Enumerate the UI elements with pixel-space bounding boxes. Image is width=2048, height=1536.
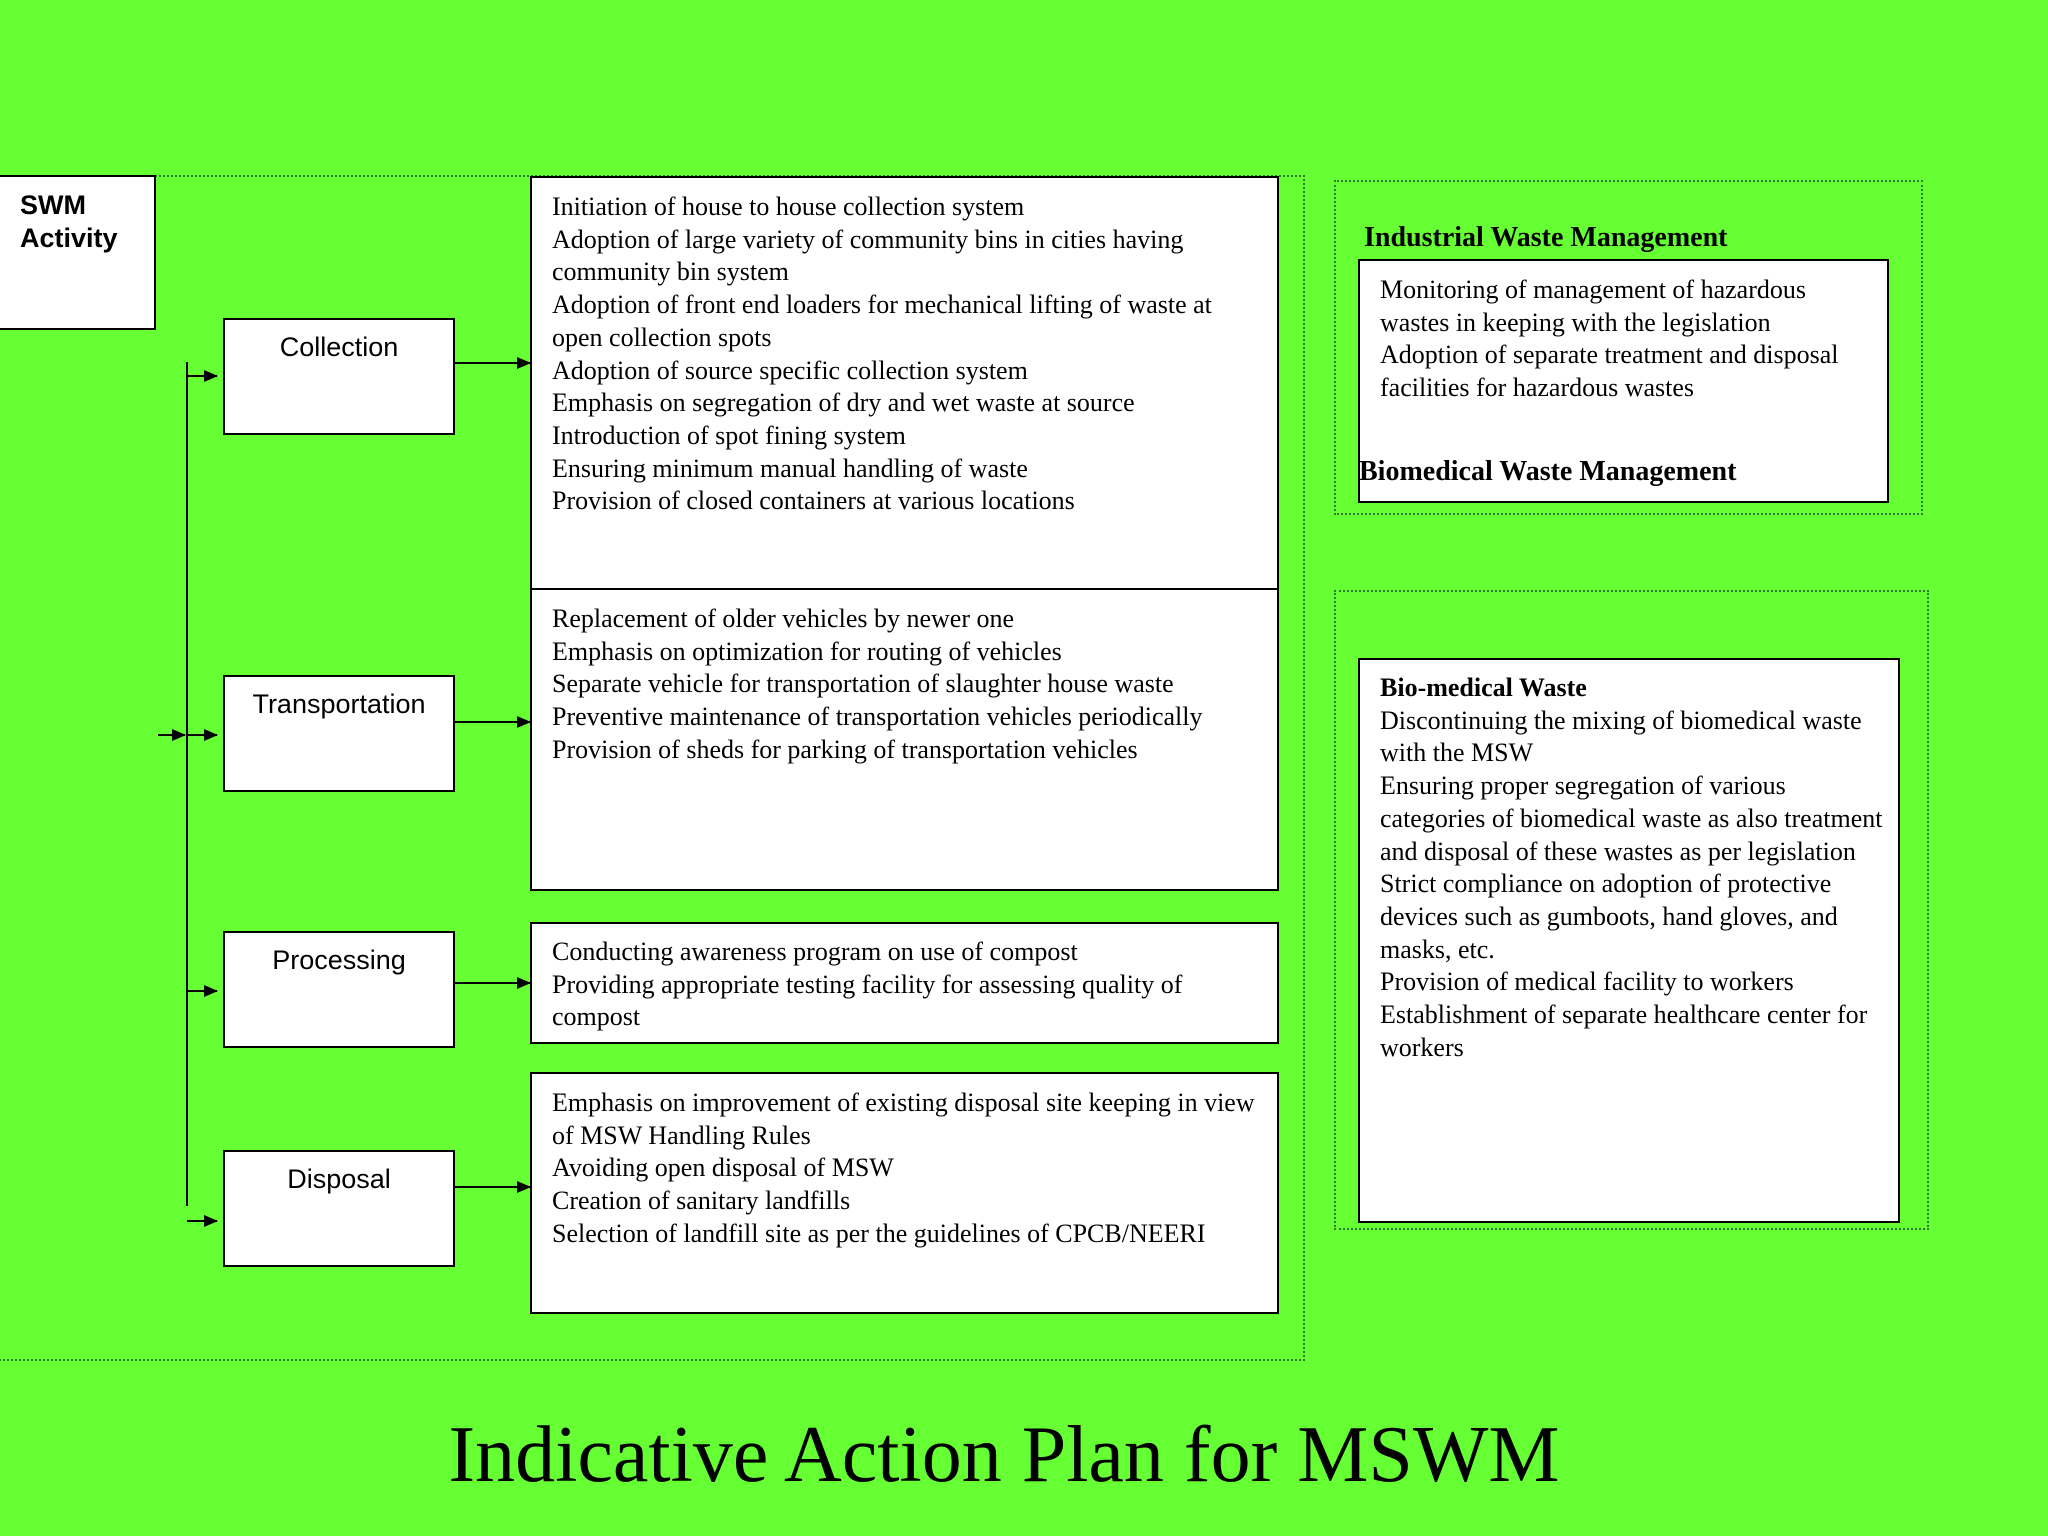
list-item: Ensuring proper segregation of various categories of biomedical waste as also treatment and disposal of these wastes as per legislation — [1380, 771, 1883, 866]
list-item: Adoption of separate treatment and disposal facilities for hazardous wastes — [1380, 340, 1839, 403]
list-item: Avoiding open disposal of MSW — [552, 1153, 894, 1183]
list-item: Provision of medical facility to workers — [1380, 967, 1794, 997]
transportation-actions-list — [552, 603, 1259, 767]
list-item: Emphasis on improvement of existing disposal site keeping in view of MSW Handling Rules — [552, 1088, 1255, 1150]
list-item: Selection of landfill site as per the guidelines of CPCB/NEERI — [552, 1218, 1206, 1248]
biomedical-waste-management-heading: Biomedical Waste Management — [1359, 456, 1737, 487]
list-item: Separate vehicle for transportation of slaughter house waste — [552, 669, 1174, 699]
list-item: Ensuring minimum manual handling of waste — [552, 453, 1028, 483]
list-item: Emphasis on optimization for routing of vehicles — [552, 636, 1062, 666]
biomedical-waste-heading: Bio-medical Waste — [1380, 673, 1587, 702]
list-item: Adoption of large variety of community bins in cities having community bin system — [552, 224, 1184, 287]
list-item: Provision of closed containers at various locations — [552, 486, 1075, 516]
list-item: Initiation of house to house collection system — [552, 192, 1025, 221]
processing-actions-list — [552, 936, 1259, 1034]
industrial-waste-heading: Industrial Waste Management — [1364, 222, 1728, 253]
list-item: Preventive maintenance of transportation vehicles periodically — [552, 702, 1203, 732]
list-item: Providing appropriate testing facility for assessing quality of compost — [552, 969, 1183, 1032]
collection-actions-list — [552, 191, 1259, 518]
list-item: Introduction of spot fining system — [552, 420, 906, 450]
stage-disposal: Disposal — [223, 1150, 455, 1267]
list-item: Emphasis on segregation of dry and wet waste at source — [552, 388, 1135, 418]
list-item: Establishment of separate healthcare center for workers — [1380, 1000, 1868, 1062]
biomedical-actions-list — [1380, 705, 1884, 1065]
page-title: Indicative Action Plan for MSWM — [448, 1411, 1560, 1499]
collection-actions-box — [530, 176, 1279, 590]
swm-activity-line1: SWM — [20, 190, 86, 220]
stage-processing: Processing — [223, 931, 455, 1048]
processing-actions-box — [530, 922, 1279, 1044]
list-item: Adoption of source specific collection system — [552, 355, 1028, 385]
list-item: Monitoring of management of hazardous wastes in keeping with the legislation — [1380, 275, 1806, 337]
list-item: Discontinuing the mixing of biomedical waste with the MSW — [1380, 705, 1862, 768]
disposal-actions-list — [552, 1087, 1259, 1251]
stage-transportation: Transportation — [223, 675, 455, 792]
list-item: Conducting awareness program on use of compost — [552, 937, 1078, 966]
transportation-actions-box — [530, 588, 1279, 891]
list-item: Strict compliance on adoption of protective devices such as gumboots, hand gloves, and masks, etc. — [1380, 869, 1838, 964]
list-item: Provision of sheds for parking of transportation vehicles — [552, 734, 1138, 764]
industrial-actions-list — [1380, 274, 1873, 405]
list-item: Replacement of older vehicles by newer one — [552, 604, 1015, 633]
list-item: Creation of sanitary landfills — [552, 1186, 851, 1216]
biomedical-waste-box — [1358, 658, 1900, 1223]
stage-collection: Collection — [223, 318, 455, 435]
list-item: Adoption of front end loaders for mechanical lifting of waste at open collection spots — [552, 290, 1212, 352]
disposal-actions-box — [530, 1072, 1279, 1314]
swm-activity-line2: Activity — [20, 223, 118, 253]
